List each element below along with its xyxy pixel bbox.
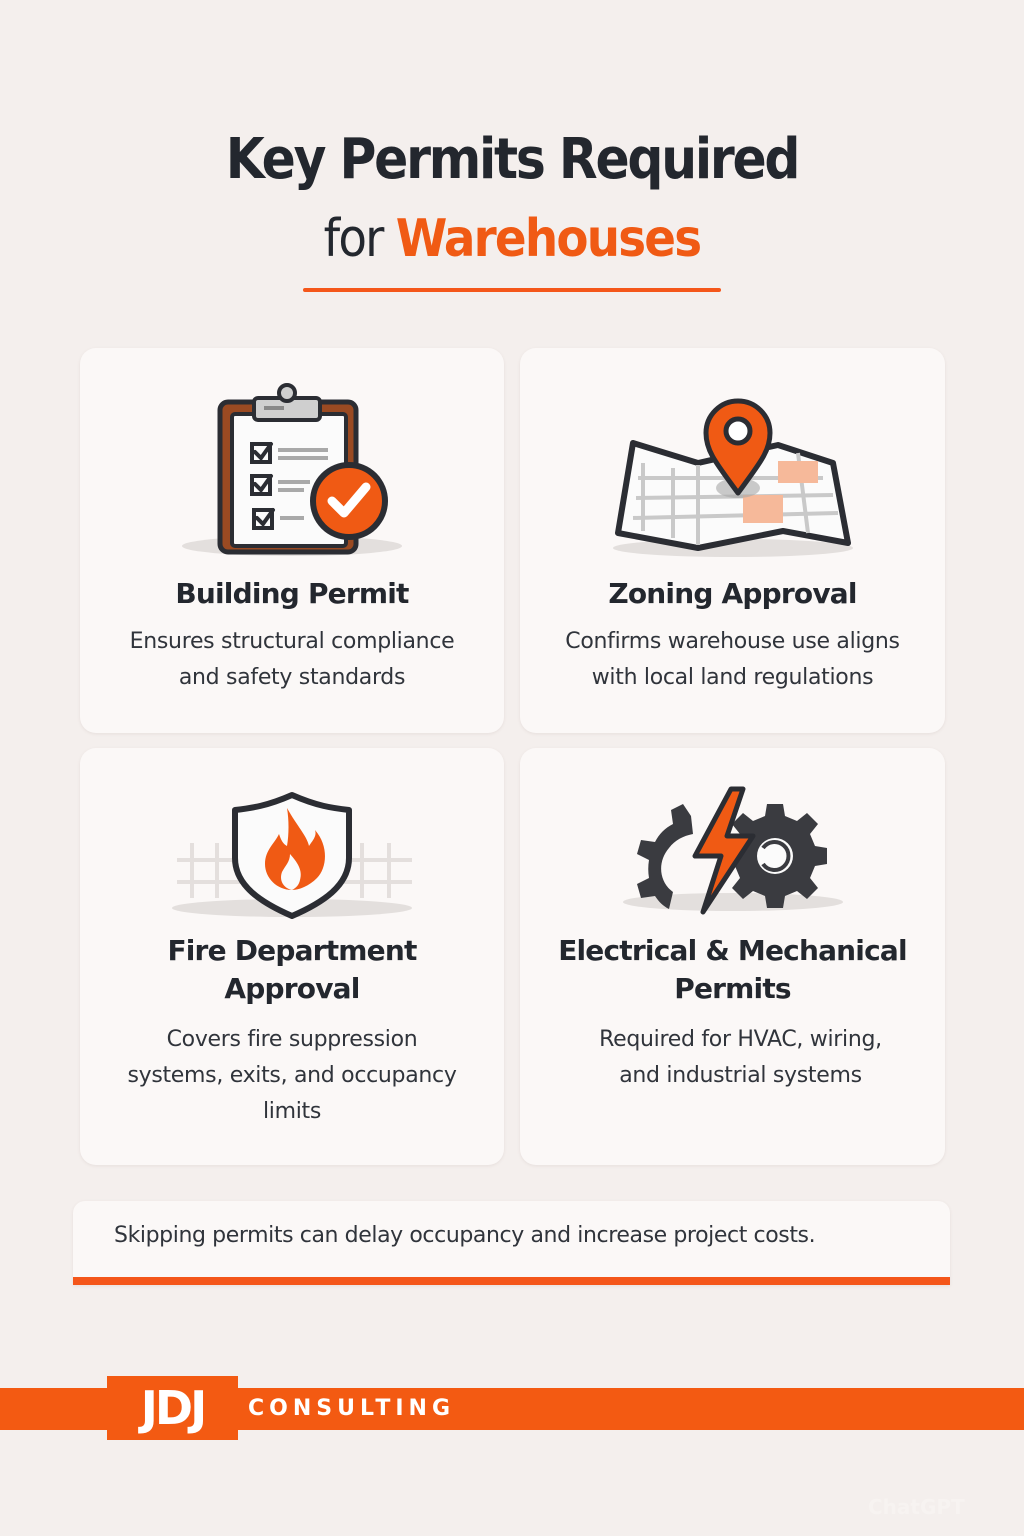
brand-name: CONSULTING (248, 1396, 456, 1421)
title-line-2 (51, 202, 973, 276)
description-line: Confirms warehouse use aligns (565, 629, 900, 654)
card-heading: Building Permit (175, 577, 409, 610)
card-heading (80, 932, 504, 1008)
heading-line: Fire Department (167, 934, 417, 967)
description-line: and safety standards (178, 665, 406, 690)
brand-logo: JDJ (140, 1381, 205, 1435)
title-underline (303, 288, 721, 292)
description-line: Required for HVAC, wiring, (599, 1027, 882, 1052)
description-line: and industrial systems (619, 1063, 862, 1088)
card-fire-department-approval (80, 748, 504, 1165)
card-description (540, 624, 925, 696)
fire-shield-icon (80, 768, 504, 928)
note-accent-bar (73, 1277, 950, 1285)
card-description (100, 1022, 484, 1130)
warning-note (73, 1201, 950, 1285)
card-zoning-approval (520, 348, 945, 733)
card-building-permit (80, 348, 504, 733)
description-line: Covers fire suppression (166, 1027, 418, 1052)
card-description (556, 1022, 925, 1094)
description-line: Ensures structural compliance (129, 629, 455, 654)
clipboard-checklist-icon (80, 376, 504, 566)
page-title (0, 118, 1024, 276)
description-line: with local land regulations (591, 665, 874, 690)
title-accent: Warehouses (395, 209, 701, 269)
description-line: systems, exits, and occupancy (127, 1063, 457, 1088)
heading-line: Permits (674, 972, 791, 1005)
description-line: limits (262, 1099, 322, 1124)
card-electrical-mechanical-permits (520, 748, 945, 1165)
title-prefix: for (323, 209, 383, 269)
heading-line: Approval (224, 972, 360, 1005)
lightning-gears-icon (520, 774, 945, 924)
watermark: ChatGPT (868, 1495, 965, 1519)
map-location-pin-icon (520, 383, 945, 563)
title-line-1: Key Permits Required (225, 127, 799, 192)
note-text: Skipping permits can delay occupancy and increase project costs. (114, 1223, 816, 1248)
brand-logo-box (107, 1376, 238, 1440)
card-description (100, 624, 484, 696)
heading-line: Electrical & Mechanical (558, 934, 907, 967)
card-heading (520, 932, 945, 1008)
card-heading: Zoning Approval (608, 577, 857, 610)
